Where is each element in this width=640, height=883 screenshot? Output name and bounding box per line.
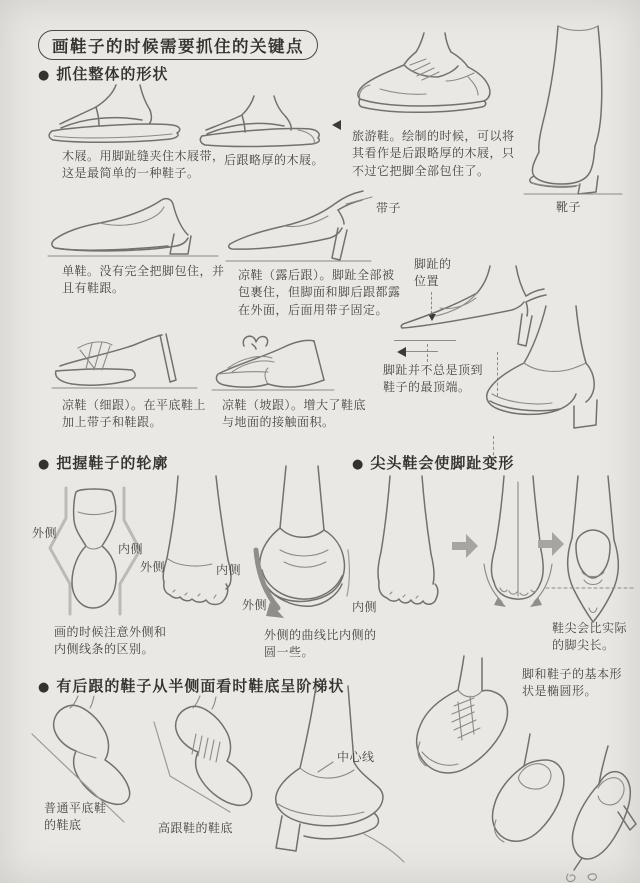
bullet-icon: ● <box>352 457 365 472</box>
caption-mule: 凉鞋（细跟）。在平底鞋上加上带子和鞋跟。 <box>62 398 207 430</box>
heeled-shoe-sketch <box>256 686 408 880</box>
strap-label: 带子 <box>376 201 402 215</box>
shoe-front-sketch <box>250 466 354 642</box>
inner-side-label: 内侧 <box>216 563 242 577</box>
caption-oval-note: 脚和鞋子的基本形状是椭圆形。 <box>522 667 623 699</box>
pump-sketch <box>48 196 223 260</box>
caption-slingback: 凉鞋（露后跟）。脚趾全部被包裹住，但脚面和脚后跟都露在外面，后面用带子固定。 <box>238 268 401 317</box>
clog-side-sketch <box>198 96 328 152</box>
caption-clog-front: 木屐。用脚趾缝夹住木屐带，这是最简单的一种鞋子。 <box>62 149 225 181</box>
caption-toe-note: 脚趾并不总是顶到鞋子的最顶端。 <box>383 363 484 395</box>
caption-wedge: 凉鞋（坡跟）。增大了鞋底与地面的接触面积。 <box>222 398 367 430</box>
dashed-guide-line <box>427 344 428 362</box>
foot-front-sketch <box>146 476 248 616</box>
bare-foot-sketch <box>366 476 446 612</box>
caption-tip-note: 鞋尖会比实际的脚尖长。 <box>552 621 628 653</box>
outer-side-label: 外侧 <box>242 598 268 612</box>
section-heading-outline <box>38 452 168 473</box>
caption-boots: 靴子 <box>556 200 582 214</box>
caption-pump: 单鞋。没有完全把脚包住，并且有鞋跟。 <box>62 264 225 296</box>
caption-flat-sole: 普通平底鞋的鞋底 <box>44 801 107 833</box>
section-heading-text: 把握鞋子的轮廓 <box>56 454 169 472</box>
inner-side-label: 内侧 <box>118 542 144 556</box>
center-line-label: 中心线 <box>337 750 375 764</box>
bullet-icon: ● <box>38 68 51 83</box>
sneaker-sketch <box>350 33 505 128</box>
bullet-icon: ● <box>38 680 51 695</box>
page-title: 画鞋子的时候需要抓住的关键点 <box>38 30 318 60</box>
boot-sketch <box>524 26 624 196</box>
ground-line <box>394 340 456 341</box>
outer-side-label: 外侧 <box>32 526 58 540</box>
heel-sole-sketch <box>142 696 258 830</box>
caption-sole-note: 画的时候注意外侧和内侧线条的区别。 <box>54 625 167 657</box>
caption-heel-sole: 高跟鞋的鞋底 <box>158 821 234 835</box>
round-toe-shoe-sketch <box>476 306 640 442</box>
caption-sneaker: 旅游鞋。绘制的时候，可以将其看作是后跟略厚的木屐，只不过它把脚全部包住了。 <box>352 129 515 178</box>
slingback-sketch <box>226 190 374 264</box>
transform-arrow-icon <box>450 532 480 560</box>
section-heading-text: 有后跟的鞋子从半侧面看时鞋底呈阶梯状 <box>56 677 345 695</box>
toe-position-label: 脚趾的位置 <box>414 257 452 289</box>
caption-curve-note: 外侧的曲线比内侧的圆一些。 <box>264 628 377 660</box>
mule-sketch <box>52 326 200 394</box>
left-pointer-icon <box>332 120 341 130</box>
section-heading-pointed-shoes <box>352 452 514 473</box>
bullet-icon: ● <box>38 457 51 472</box>
section-heading-text: 抓住整体的形状 <box>56 65 169 83</box>
pointed-shoe-foot-sketch <box>552 476 634 626</box>
outer-side-label: 外侧 <box>140 560 166 574</box>
wedge-sandal-sketch <box>212 332 336 396</box>
inner-side-label: 内侧 <box>352 600 378 614</box>
section-heading-overall-shape <box>38 63 168 84</box>
left-arrow-line <box>406 351 438 352</box>
left-arrow-icon <box>397 347 406 357</box>
clog-front-sketch <box>44 84 189 148</box>
caption-clog-side: 后跟略厚的木屐。 <box>224 153 325 167</box>
section-heading-text: 尖头鞋会使脚趾变形 <box>370 454 515 472</box>
